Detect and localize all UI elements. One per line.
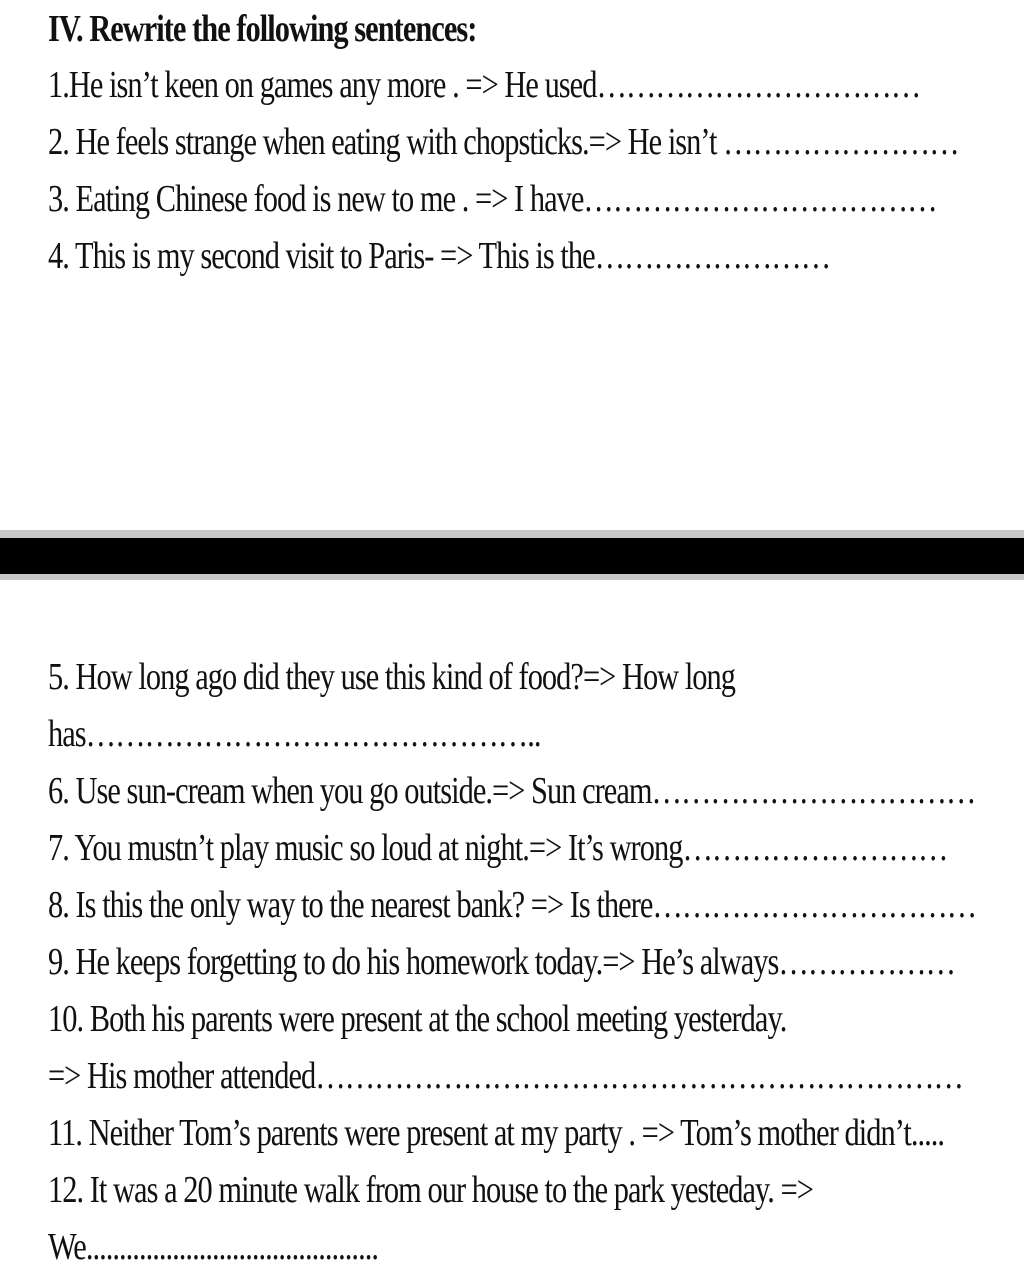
page-divider-core [0, 538, 1024, 574]
sentence-10: 10. Both his parents were present at the school meeting yesterday. [48, 998, 787, 1040]
sentence-6: 6. Use sun-cream when you go outside.=> Sun cream…………………………… [48, 770, 976, 812]
section-heading: IV. Rewrite the following sentences: [48, 8, 477, 50]
sentence-1: 1.He isn’t keen on games any more . => He used…………………………… [48, 64, 921, 106]
sentence-3: 3. Eating Chinese food is new to me . => I have……………………………… [48, 178, 937, 220]
sentence-7: 7. You mustn’t play music so loud at night.=> It’s wrong……………………… [48, 827, 948, 869]
sentence-12: 12. It was a 20 minute walk from our house to the park yesteday. => [48, 1169, 813, 1211]
sentence-4: 4. This is my second visit to Paris- => This is the…………………… [48, 235, 831, 277]
sentence-10-continued: => His mother attended………………………………………………………… [48, 1055, 963, 1097]
sentence-2: 2. He feels strange when eating with chopsticks.=> He isn’t …………………… [48, 121, 959, 163]
sentence-5-continued: has……………………………………….. [48, 713, 541, 755]
sentence-9: 9. He keeps forgetting to do his homework today.=> He’s always……………… [48, 941, 956, 983]
sentence-8: 8. Is this the only way to the nearest bank? => Is there…………………………… [48, 884, 977, 926]
sentence-5: 5. How long ago did they use this kind of food?=> How long [48, 656, 736, 698]
sentence-11: 11. Neither Tom’s parents were present at my party . => Tom’s mother didn’t..... [48, 1112, 945, 1154]
sentence-12-continued: We............................................ [48, 1226, 378, 1268]
